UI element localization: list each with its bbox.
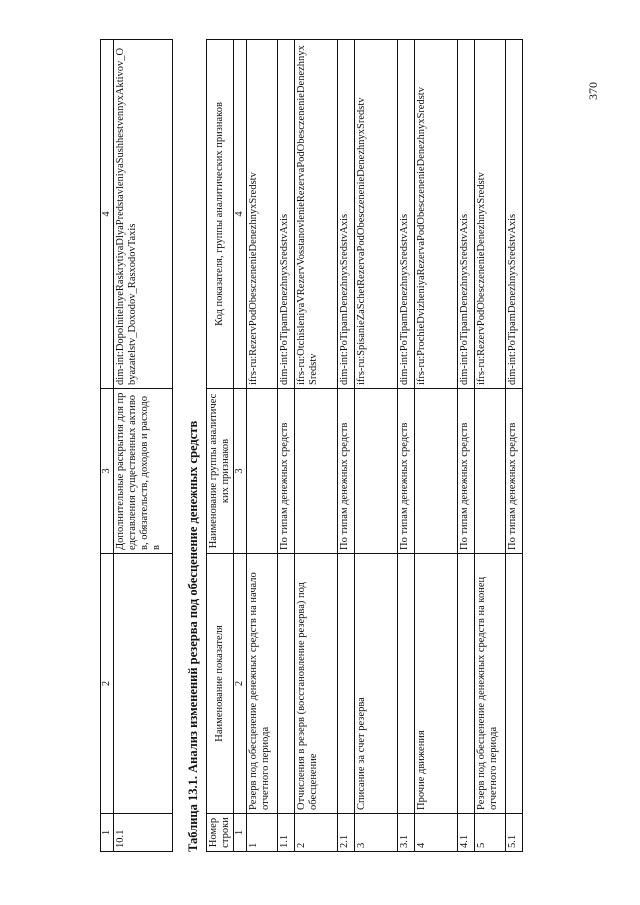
indicator-code: dim-int:PoTipamDenezhnyxSredstvAxis <box>278 40 295 389</box>
indicator-name <box>398 554 415 814</box>
indicator-name <box>114 554 173 814</box>
column-number: 4 <box>101 40 114 389</box>
column-number: 2 <box>101 554 114 814</box>
row-number: 2.1 <box>338 814 355 852</box>
indicator-name <box>458 554 475 814</box>
group-name: По типам денежных средств <box>278 389 295 554</box>
table-row <box>458 40 475 852</box>
column-number: 1 <box>101 814 114 852</box>
indicator-name <box>506 554 523 814</box>
row-number: 5 <box>475 814 506 852</box>
header-row <box>207 40 234 852</box>
header-row-number: Номер строки <box>207 814 234 852</box>
rotated-page-content <box>100 40 535 852</box>
row-number: 5.1 <box>506 814 523 852</box>
table-row <box>247 40 278 852</box>
group-name <box>247 389 278 554</box>
column-number: 1 <box>234 814 247 852</box>
row-number: 10.1 <box>114 814 173 852</box>
row-number: 1 <box>247 814 278 852</box>
group-name: По типам денежных средств <box>398 389 415 554</box>
indicator-code: ifrs-ru:ProchieDvizheniyaRezervaPodObesczenenieDenezhnyxSredstv <box>415 40 458 389</box>
header-group-name: Наименование группы аналитических признаков <box>207 389 234 554</box>
table-row <box>114 40 173 852</box>
group-name: Дополнительные раскрытия для представления существенных активов, обязательств, доходов и расходов <box>114 389 173 554</box>
indicator-code: ifrs-ru:OtchisleniyaVRezervVosstanovlenieRezervaPodObesczenenieDenezhnyxSredstv <box>295 40 338 389</box>
indicator-code: ifrs-ru:RezervPodObesczenenieDenezhnyxSredstv <box>475 40 506 389</box>
group-name <box>415 389 458 554</box>
column-number: 3 <box>101 389 114 554</box>
indicator-name <box>278 554 295 814</box>
table-row <box>398 40 415 852</box>
row-number: 1.1 <box>278 814 295 852</box>
header-indicator-name: Наименование показателя <box>207 554 234 814</box>
column-number: 3 <box>234 389 247 554</box>
group-name <box>355 389 398 554</box>
reserve-changes-table <box>206 39 523 852</box>
indicator-name: Прочие движения <box>415 554 458 814</box>
row-number: 4 <box>415 814 458 852</box>
row-number: 4.1 <box>458 814 475 852</box>
header-code: Код показателя, группы аналитических признаков <box>207 40 234 389</box>
indicator-name: Резерв под обесценение денежных средств на начало отчетного периода <box>247 554 278 814</box>
table-title: Таблица 13.1. Анализ изменений резерва под обесценение денежных средств <box>186 420 200 852</box>
table-row <box>278 40 295 852</box>
continuation-table <box>100 39 173 852</box>
table-row <box>475 40 506 852</box>
group-name: По типам денежных средств <box>506 389 523 554</box>
column-number-row <box>101 40 114 852</box>
table-row <box>355 40 398 852</box>
indicator-code: dim-int:PoTipamDenezhnyxSredstvAxis <box>398 40 415 389</box>
indicator-code: dim-int:DopolnitelnyeRaskrytiyaDlyaPredstavleniyaSushhestvennyxAktivov_Obyazatelstv_Doxodov_RasxodovTaxis <box>114 40 173 389</box>
indicator-code: dim-int:PoTipamDenezhnyxSredstvAxis <box>458 40 475 389</box>
table-row <box>295 40 338 852</box>
row-number: 2 <box>295 814 338 852</box>
indicator-name: Резерв под обесценение денежных средств на конец отчетного периода <box>475 554 506 814</box>
row-number: 3.1 <box>398 814 415 852</box>
group-name: По типам денежных средств <box>458 389 475 554</box>
table-row <box>415 40 458 852</box>
group-name <box>475 389 506 554</box>
page-number: 370 <box>586 82 600 100</box>
indicator-code: ifrs-ru:SpisanieZaSchetRezervaPodObesczenenieDenezhnyxSredstv <box>355 40 398 389</box>
indicator-name: Отчисления в резерв (восстановление резерва) под обесценение <box>295 554 338 814</box>
column-number: 2 <box>234 554 247 814</box>
column-number-row <box>234 40 247 852</box>
table-row <box>338 40 355 852</box>
row-number: 3 <box>355 814 398 852</box>
indicator-name: Списание за счет резерва <box>355 554 398 814</box>
group-name <box>295 389 338 554</box>
indicator-name <box>338 554 355 814</box>
indicator-code: ifrs-ru:RezervPodObesczenenieDenezhnyxSredstv <box>247 40 278 389</box>
group-name: По типам денежных средств <box>338 389 355 554</box>
column-number: 4 <box>234 40 247 389</box>
table-row <box>506 40 523 852</box>
indicator-code: dim-int:PoTipamDenezhnyxSredstvAxis <box>506 40 523 389</box>
indicator-code: dim-int:PoTipamDenezhnyxSredstvAxis <box>338 40 355 389</box>
